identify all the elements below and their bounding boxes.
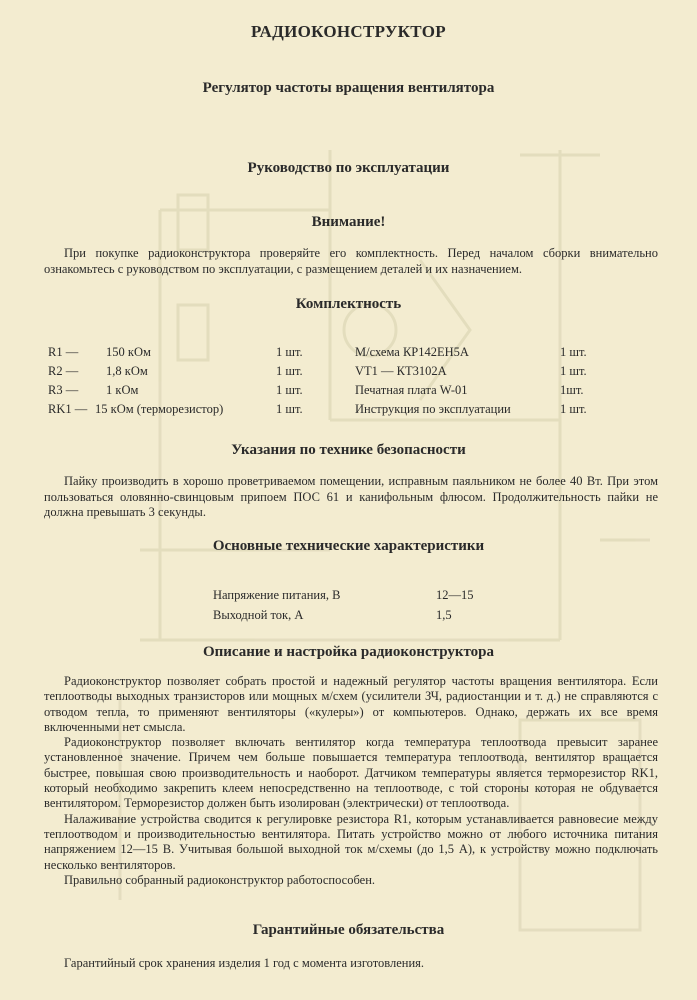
kit-heading: Комплектность <box>295 296 402 312</box>
kit-item-value: 1,8 кОм <box>106 364 148 378</box>
kit-item: R1 — <box>48 345 79 359</box>
description-paragraph: Радиоконструктор позволяет собрать простой и надежный регулятор частоты вращения вентилятора. Если теплоотводы выходных транзисторов или мощных м/схем (усилители ЗЧ, радиостанции и т. д.) не справляются с отводом тепла, то применяют вентиляторы («кулеры») от компьютеров. Однако, держать их все время включенными нет смысла. <box>44 674 658 734</box>
document-subtitle: Регулятор частоты вращения вентилятора <box>202 80 495 96</box>
description-text <box>44 674 658 888</box>
kit-item-qty: 1 шт. <box>276 364 303 378</box>
spec-label: Напряжение питания, В <box>213 588 341 602</box>
kit-item-qty: 1 шт. <box>560 402 587 416</box>
kit-item-value: 15 кОм (терморезистор) <box>95 402 224 416</box>
kit-item: М/схема КР142ЕН5А <box>355 345 469 359</box>
manual-heading: Руководство по эксплуатации <box>247 160 450 176</box>
kit-item: RK1 — <box>48 402 88 416</box>
kit-item-value: 1 кОм <box>106 383 139 397</box>
description-paragraph: Налаживание устройства сводится к регулировке резистора R1, которым устанавливается равновесие между теплоотводом и производительностью вентилятора. Питать устройство можно от любого источника питания напряжением 12—15 В. Учитывая большой выходной ток м/схемы (до 1,5 А), к устройству можно подключать несколько вентиляторов. <box>44 811 658 872</box>
description-paragraph: Правильно собранный радиоконструктор работоспособен. <box>64 872 376 887</box>
spec-label: Выходной ток, А <box>213 608 304 622</box>
kit-item-value: 150 кОм <box>106 345 151 359</box>
description-paragraph: Радиоконструктор позволяет включать вентилятор когда температура теплоотвода превысит заранее установленное значение. Причем чем больше повышается температура теплоотвода, вентилятор вращается быстрее, повышая свою производительность и наоборот. Датчиком температуры является терморезистор RK1, который необходимо закрепить клеем непосредственно на теплоотводе, с той стороны которая не обдувается вентилятором. Терморезистор должен быть изолирован (электрически) от теплоотвода. <box>44 735 658 811</box>
warranty-paragraph: Гарантийный срок хранения изделия 1 год с момента изготовления. <box>64 956 425 970</box>
kit-item: VT1 — КТ3102А <box>355 364 447 378</box>
safety-heading: Указания по технике безопасности <box>231 442 466 458</box>
spec-value: 1,5 <box>436 608 452 622</box>
kit-item-qty: 1 шт. <box>276 402 303 416</box>
kit-item-qty: 1 шт. <box>276 345 303 359</box>
kit-item: R2 — <box>48 364 79 378</box>
spec-value: 12—15 <box>436 588 474 602</box>
kit-item: R3 — <box>48 383 79 397</box>
kit-item: Печатная плата W-01 <box>355 383 468 397</box>
safety-text <box>44 474 658 521</box>
description-heading: Описание и настройка радиоконструктора <box>202 644 495 660</box>
kit-item: Инструкция по эксплуатации <box>355 402 511 416</box>
kit-item-qty: 1 шт. <box>276 383 303 397</box>
attention-paragraph: При покупке радиоконструктора проверяйте его комплектность. Перед началом сборки внимательно ознакомьтесь с руководством по эксплуатации, с размещением деталей и их назначением. <box>44 246 658 276</box>
kit-item-qty: 1 шт. <box>560 364 587 378</box>
kit-item-qty: 1 шт. <box>560 345 587 359</box>
document-title: РАДИОКОНСТРУКТОР <box>251 22 446 41</box>
safety-paragraph: Пайку производить в хорошо проветриваемом помещении, исправным паяльником не более 40 Вт. При этом пользоваться оловянно-свинцовым припоем ПОС 61 и канифольным флюсом. Продолжительность пайки не должна превышать 3 секунды. <box>44 474 658 519</box>
warranty-heading: Гарантийные обязательства <box>252 922 445 938</box>
attention-heading: Внимание! <box>311 214 386 230</box>
attention-text <box>44 246 658 277</box>
warranty-text <box>44 956 658 972</box>
specs-heading: Основные технические характеристики <box>212 538 485 554</box>
kit-list <box>48 345 658 425</box>
kit-item-qty: 1шт. <box>560 383 584 397</box>
